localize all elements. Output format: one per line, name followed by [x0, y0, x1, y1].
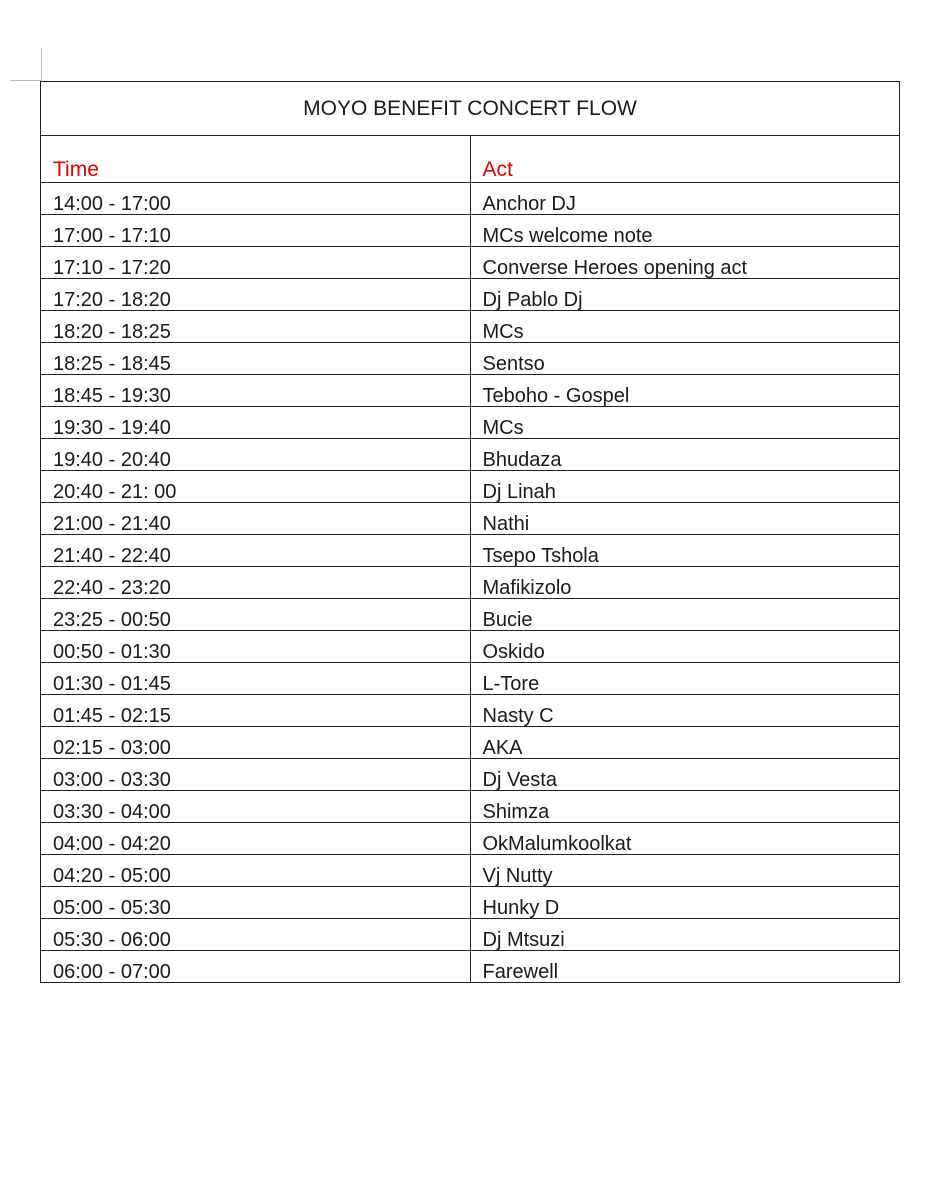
- act-cell: Farewell: [470, 951, 900, 983]
- time-cell: 03:00 - 03:30: [41, 759, 471, 791]
- time-cell: 14:00 - 17:00: [41, 183, 471, 215]
- document-title: MOYO BENEFIT CONCERT FLOW: [41, 82, 900, 136]
- table-row: [41, 631, 900, 663]
- table-row: [41, 567, 900, 599]
- time-cell: 18:20 - 18:25: [41, 311, 471, 343]
- margin-crop-mark-vertical: [41, 48, 42, 80]
- table-row: [41, 407, 900, 439]
- time-cell: 05:30 - 06:00: [41, 919, 471, 951]
- table-row: [41, 279, 900, 311]
- act-cell: Dj Vesta: [470, 759, 900, 791]
- column-header-row: [41, 136, 900, 183]
- title-row: [41, 82, 900, 136]
- table-row: [41, 951, 900, 983]
- table-row: [41, 599, 900, 631]
- act-cell: Teboho - Gospel: [470, 375, 900, 407]
- time-cell: 04:00 - 04:20: [41, 823, 471, 855]
- act-cell: MCs welcome note: [470, 215, 900, 247]
- time-cell: 01:30 - 01:45: [41, 663, 471, 695]
- table-row: [41, 887, 900, 919]
- table-row: [41, 343, 900, 375]
- time-cell: 01:45 - 02:15: [41, 695, 471, 727]
- time-cell: 17:20 - 18:20: [41, 279, 471, 311]
- time-cell: 03:30 - 04:00: [41, 791, 471, 823]
- act-cell: OkMalumkoolkat: [470, 823, 900, 855]
- time-cell: 02:15 - 03:00: [41, 727, 471, 759]
- table-row: [41, 439, 900, 471]
- table-row: [41, 215, 900, 247]
- act-cell: Sentso: [470, 343, 900, 375]
- table-row: [41, 375, 900, 407]
- table-row: [41, 759, 900, 791]
- time-cell: 04:20 - 05:00: [41, 855, 471, 887]
- table-row: [41, 503, 900, 535]
- act-cell: Converse Heroes opening act: [470, 247, 900, 279]
- act-cell: Vj Nutty: [470, 855, 900, 887]
- column-header-time: Time: [41, 136, 471, 183]
- time-cell: 19:40 - 20:40: [41, 439, 471, 471]
- act-cell: Dj Pablo Dj: [470, 279, 900, 311]
- time-cell: 20:40 - 21: 00: [41, 471, 471, 503]
- act-cell: AKA: [470, 727, 900, 759]
- table-row: [41, 535, 900, 567]
- act-cell: Bucie: [470, 599, 900, 631]
- time-cell: 18:45 - 19:30: [41, 375, 471, 407]
- act-cell: Anchor DJ: [470, 183, 900, 215]
- column-header-act: Act: [470, 136, 900, 183]
- table-row: [41, 183, 900, 215]
- table-row: [41, 823, 900, 855]
- act-cell: Nasty C: [470, 695, 900, 727]
- table-row: [41, 791, 900, 823]
- act-cell: MCs: [470, 407, 900, 439]
- table-row: [41, 855, 900, 887]
- act-cell: Nathi: [470, 503, 900, 535]
- table-row: [41, 663, 900, 695]
- time-cell: 00:50 - 01:30: [41, 631, 471, 663]
- table-row: [41, 919, 900, 951]
- table-row: [41, 471, 900, 503]
- margin-crop-mark-horizontal: [10, 80, 42, 81]
- time-cell: 22:40 - 23:20: [41, 567, 471, 599]
- act-cell: Dj Linah: [470, 471, 900, 503]
- time-cell: 23:25 - 00:50: [41, 599, 471, 631]
- act-cell: Shimza: [470, 791, 900, 823]
- time-cell: 06:00 - 07:00: [41, 951, 471, 983]
- time-cell: 17:10 - 17:20: [41, 247, 471, 279]
- time-cell: 18:25 - 18:45: [41, 343, 471, 375]
- time-cell: 17:00 - 17:10: [41, 215, 471, 247]
- time-cell: 05:00 - 05:30: [41, 887, 471, 919]
- table-row: [41, 311, 900, 343]
- table-row: [41, 247, 900, 279]
- act-cell: Oskido: [470, 631, 900, 663]
- time-cell: 19:30 - 19:40: [41, 407, 471, 439]
- act-cell: Mafikizolo: [470, 567, 900, 599]
- table-row: [41, 695, 900, 727]
- time-cell: 21:40 - 22:40: [41, 535, 471, 567]
- act-cell: Dj Mtsuzi: [470, 919, 900, 951]
- table-row: [41, 727, 900, 759]
- act-cell: L-Tore: [470, 663, 900, 695]
- time-cell: 21:00 - 21:40: [41, 503, 471, 535]
- act-cell: MCs: [470, 311, 900, 343]
- act-cell: Hunky D: [470, 887, 900, 919]
- act-cell: Bhudaza: [470, 439, 900, 471]
- act-cell: Tsepo Tshola: [470, 535, 900, 567]
- concert-schedule-table: [40, 81, 900, 983]
